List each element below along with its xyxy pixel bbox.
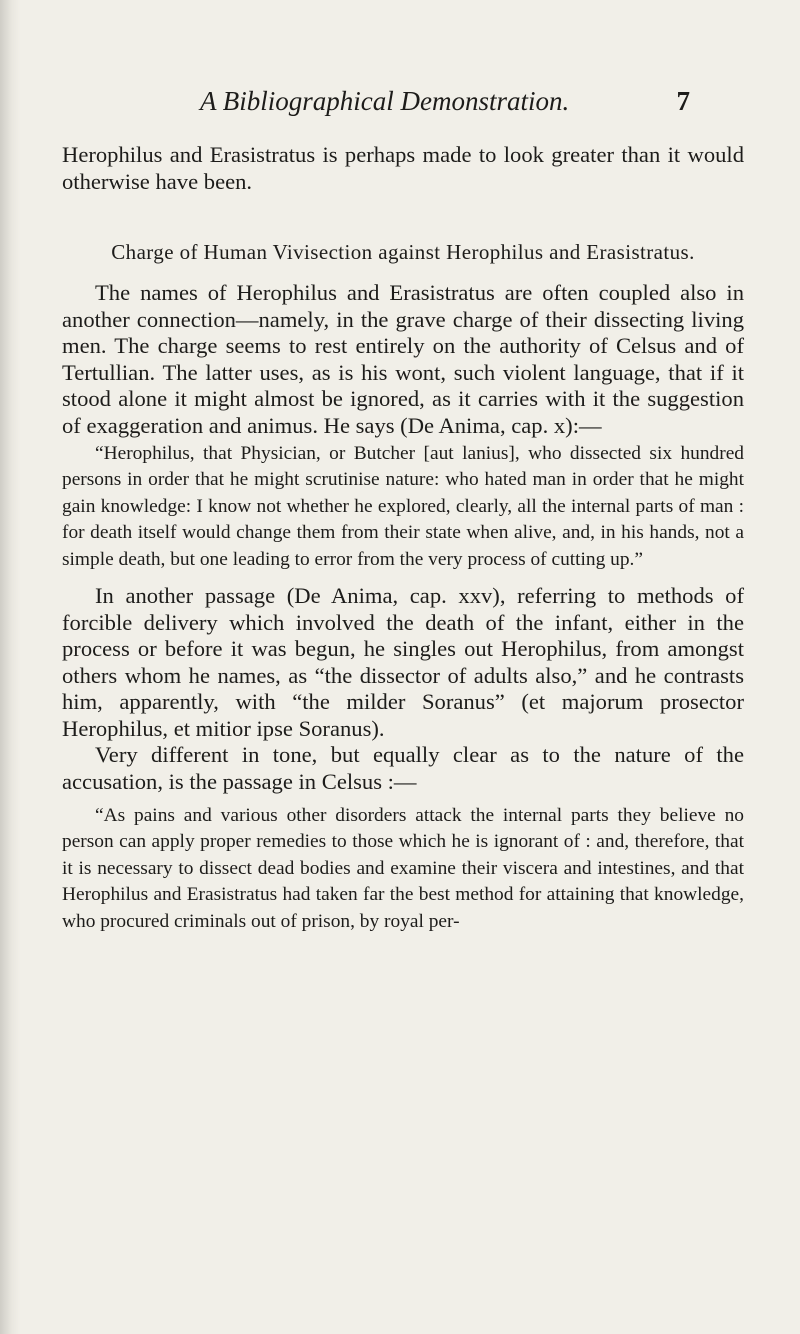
text-block — [62, 142, 744, 935]
quote-celsus: “As pains and various other disorders attack the internal parts they believe no person can apply proper remedies to those which he is ignorant of : and, therefore, that it is necessary to dissect dead bodies and examine their viscera and intestines, and that Herophilus and Erasistratus had taken far the best method for attaining that knowledge, who procured criminals out of prison, by royal per- — [62, 805, 744, 932]
paragraph-names-coupled: The names of Herophilus and Erasistratus are often coupled also in another connection—namely, in the grave charge of their dissecting living men. The charge seems to rest entirely on the authority of Celsus and of Tertullian. The latter uses, as is his wont, such violent language, that if it stood alone it might almost be ignored, as it carries with it the suggestion of exaggeration and animus. He says (De Anima, cap. x):— — [62, 280, 744, 438]
quote-tertullian: “Herophilus, that Physician, or Butcher [aut lanius], who dissected six hundred persons in order that he might scrutinise nature: who hated man in order that he might gain knowledge: I know not whether he explored, clearly, all the internal parts of man : for death itself would change them from their state when alive, and, in his hands, not a simple death, but one leading to error from the very process of cutting up.” — [62, 443, 744, 570]
paragraph-celsus-intro: Very different in tone, but equally clear as to the nature of the accusation, is the passage in Celsus :— — [62, 742, 744, 794]
section-heading: Charge of Human Vivisection against Herophilus and Erasistratus. — [111, 240, 695, 264]
page-number: 7 — [676, 86, 690, 116]
page-edge-shadow — [0, 0, 20, 1334]
running-title: A Bibliographical Demonstration. — [200, 86, 570, 116]
page-header — [130, 86, 690, 126]
paragraph-continuation: Herophilus and Erasistratus is perhaps made to look greater than it would otherwise have been. — [62, 142, 744, 194]
paragraph-another-passage: In another passage (De Anima, cap. xxv), referring to methods of forcible delivery which involved the death of the infant, either in the process or before it was begun, he singles out Herophilus, from amongst others whom he names, as “the dissector of adults also,” and he contrasts him, apparently, with “the milder Soranus” (et majorum prosector Herophilus, et mitior ipse Soranus). — [62, 583, 744, 741]
